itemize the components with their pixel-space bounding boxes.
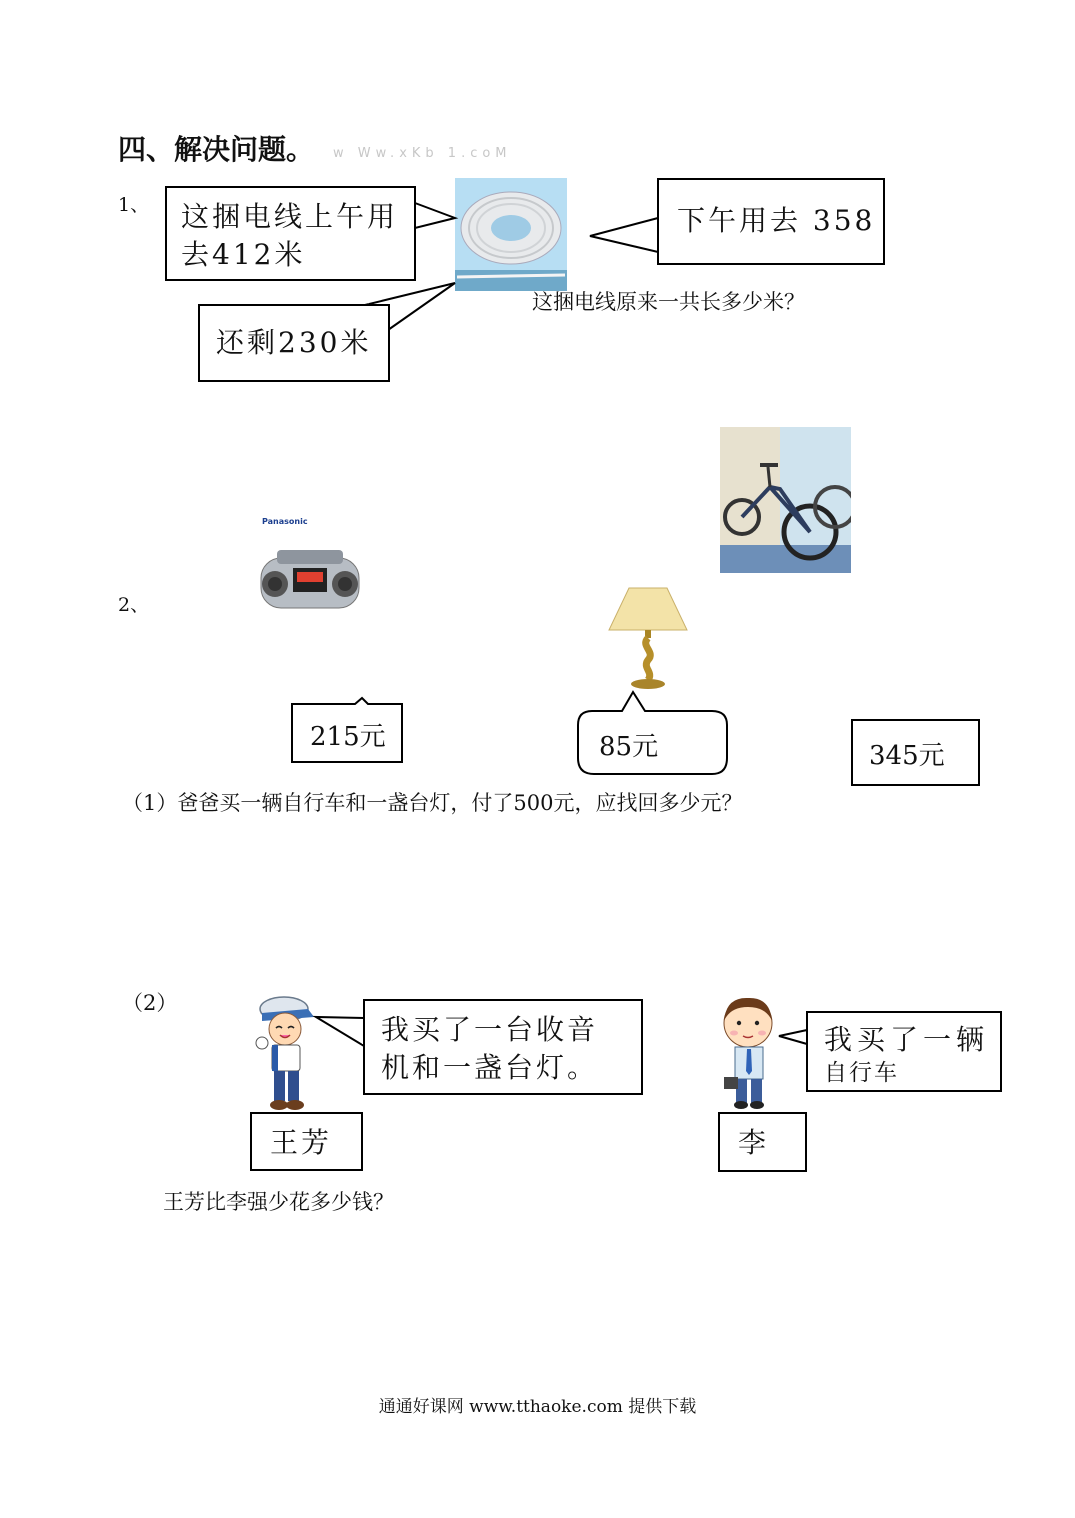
boy2-speech-line2: 自行车 <box>824 1060 899 1086</box>
speech-morning-text: 这捆电线上午用去412米 <box>181 200 399 271</box>
boy1-name: 王芳 <box>270 1126 333 1159</box>
boy2-name: 李 <box>738 1126 770 1159</box>
boy2-name-box <box>718 1112 807 1172</box>
boy2-speech-box <box>806 1011 1002 1092</box>
problem-1-question: 这捆电线原来一共长多少米？ <box>532 290 805 314</box>
radio-price: 215元 <box>310 722 386 752</box>
problem-2-sub2-label: （2） <box>122 991 178 1015</box>
boy1-speech-text: 我买了一台收音机和一盏台灯。 <box>381 1013 599 1084</box>
speech-afternoon-text: 下午用去 358 <box>677 204 876 237</box>
bike-price: 345元 <box>869 741 945 771</box>
boy2-speech-line1: 我买了一辆 <box>824 1023 990 1056</box>
problem-2-sub2-question: 王芳比李强少花多少钱？ <box>163 1190 394 1214</box>
section-heading: 四、解决问题。 <box>118 133 315 166</box>
problem-2-number: 2、 <box>118 594 150 616</box>
problem-2-sub1-question: （1）爸爸买一辆自行车和一盏台灯，付了500元，应找回多少元？ <box>122 791 743 815</box>
lamp-price: 85元 <box>599 732 659 762</box>
radio-brand: Panasonic <box>262 517 308 526</box>
watermark: w Ww.xKb 1.coM <box>333 146 512 161</box>
speech-remaining-text: 还剩230米 <box>216 326 372 359</box>
problem-1-number: 1、 <box>118 194 150 216</box>
footer-credit: 通通好课网 www.tthaoke.com 提供下载 <box>378 1397 697 1417</box>
